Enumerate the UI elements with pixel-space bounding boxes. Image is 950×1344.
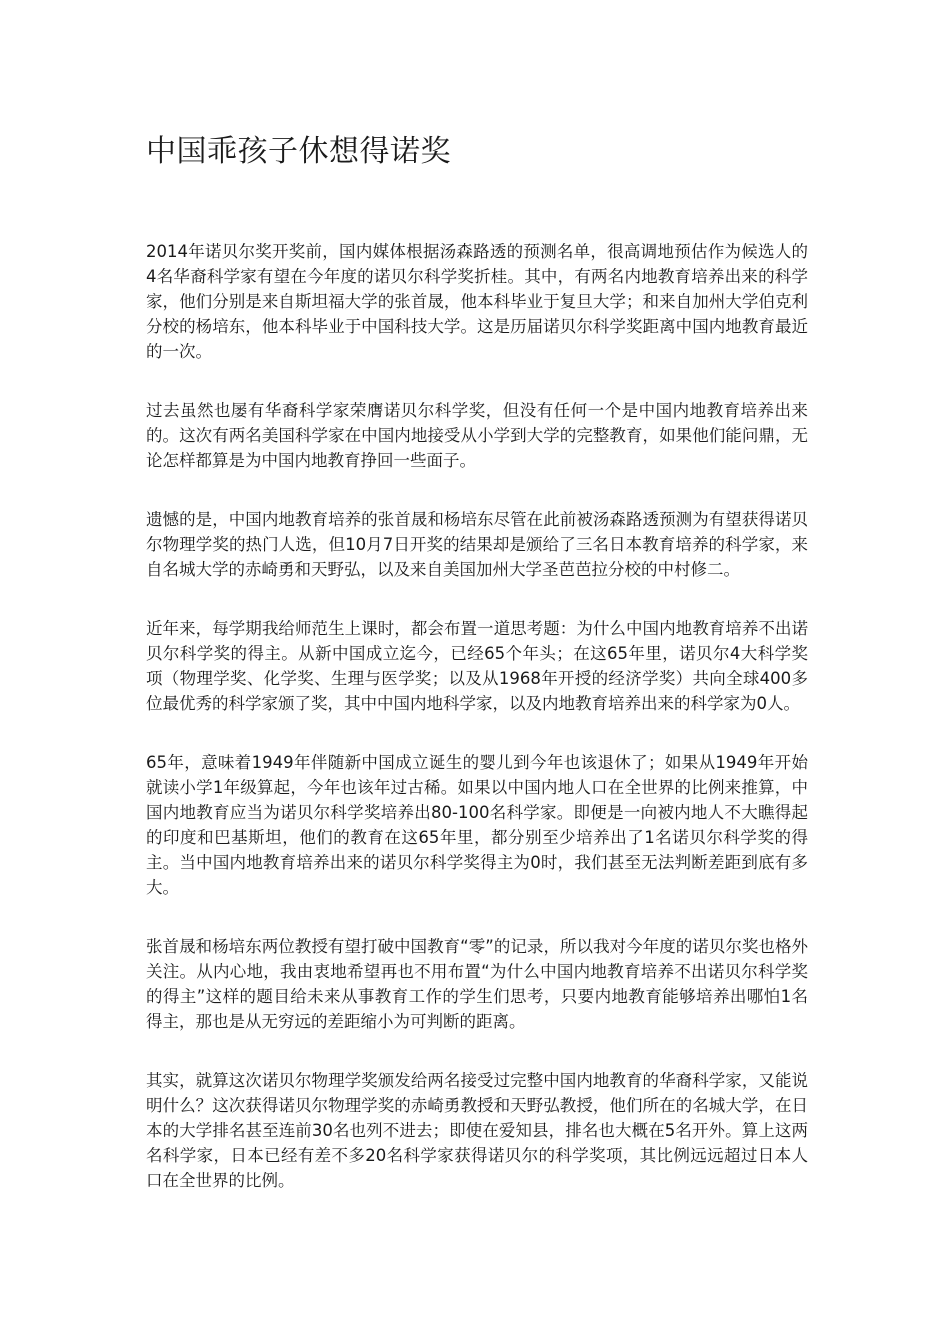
paragraph-1: 2014年诺贝尔奖开奖前，国内媒体根据汤森路透的预测名单，很高调地预估作为候选人的4名华裔科学家有望在今年度的诺贝尔科学奖折桂。其中，有两名内地教育培养出来的科学家，他们分别是来自斯坦福大学的张首晟，他本科毕业于复旦大学；和来自加州大学伯克利分校的杨培东，他本科毕业于中国科技大学。这是历届诺贝尔科学奖距离中国内地教育最近的一次。	[146, 242, 808, 361]
paragraph-6: 张首晟和杨培东两位教授有望打破中国教育“零”的记录，所以我对今年度的诺贝尔奖也格外关注。从内心地，我由衷地希望再也不用布置“为什么中国内地教育培养不出诺贝尔科学奖的得主”这样的题目给未来从事教育工作的学生们思考，只要内地教育能够培养出哪怕1名得主，那也是从无穷远的差距缩小为可判断的距离。	[146, 937, 808, 1031]
article-body	[146, 239, 808, 1193]
paragraph-3: 遗憾的是，中国内地教育培养的张首晟和杨培东尽管在此前被汤森路透预测为有望获得诺贝尔物理学奖的热门人选，但10月7日开奖的结果却是颁给了三名日本教育培养的科学家，来自名城大学的赤崎勇和天野弘，以及来自美国加州大学圣芭芭拉分校的中村修二。	[146, 510, 808, 579]
paragraph-2: 过去虽然也屡有华裔科学家荣膺诺贝尔科学奖，但没有任何一个是中国内地教育培养出来的。这次有两名美国科学家在中国内地接受从小学到大学的完整教育，如果他们能问鼎，无论怎样都算是为中国内地教育挣回一些面子。	[146, 401, 808, 470]
article-title: 中国乖孩子休想得诺奖	[146, 134, 451, 169]
paragraph-7: 其实，就算这次诺贝尔物理学奖颁发给两名接受过完整中国内地教育的华裔科学家，又能说明什么？这次获得诺贝尔物理学奖的赤崎勇教授和天野弘教授，他们所在的名城大学，在日本的大学排名甚至连前30名也列不进去；即使在爱知县，排名也大概在5名开外。算上这两名科学家，日本已经有差不多20名科学家获得诺贝尔的科学奖项，其比例远远超过日本人口在全世界的比例。	[146, 1071, 808, 1190]
paragraph-5: 65年，意味着1949年伴随新中国成立诞生的婴儿到今年也该退休了；如果从1949年开始就读小学1年级算起，今年也该年过古稀。如果以中国内地人口在全世界的比例来推算，中国内地教育应当为诺贝尔科学奖培养出80-100名科学家。即便是一向被内地人不大瞧得起的印度和巴基斯坦，他们的教育在这65年里，都分别至少培养出了1名诺贝尔科学奖的得主。当中国内地教育培养出来的诺贝尔科学奖得主为0时，我们甚至无法判断差距到底有多大。	[146, 753, 808, 897]
paragraph-4: 近年来，每学期我给师范生上课时，都会布置一道思考题：为什么中国内地教育培养不出诺贝尔科学奖的得主。从新中国成立迄今，已经65个年头；在这65年里，诺贝尔4大科学奖项（物理学奖、化学奖、生理与医学奖；以及从1968年开授的经济学奖）共向全球400多位最优秀的科学家颁了奖，其中中国内地科学家，以及内地教育培养出来的科学家为0人。	[146, 619, 808, 713]
